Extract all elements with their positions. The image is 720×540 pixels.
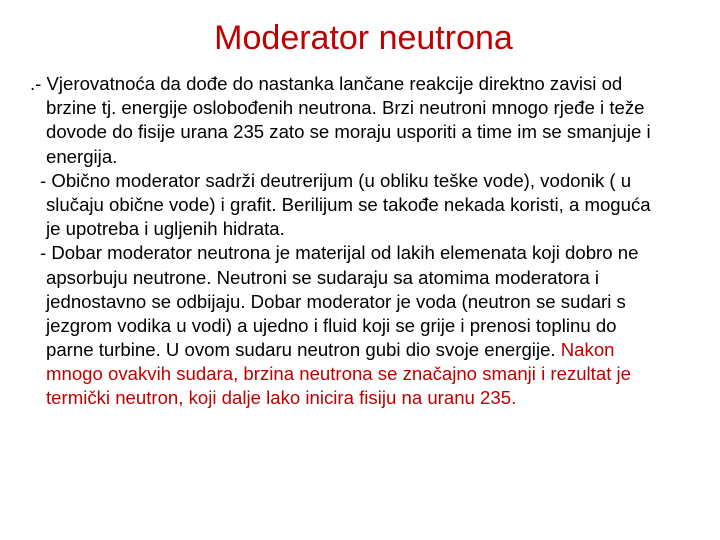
paragraph-3-line-5 xyxy=(26,338,716,362)
highlight-text-line-2: mnogo ovakvih sudara, brzina neutrona se značajno smanji i rezultat je xyxy=(46,363,631,385)
paragraph-1-line-2: brzine tj. energije oslobođenih neutrona. Brzi neutroni mnogo rjeđe i teže xyxy=(46,97,645,119)
highlight-text-start: Nakon xyxy=(560,339,615,361)
slide-title: Moderator neutrona xyxy=(214,19,513,57)
paragraph-2-line-1: - Obično moderator sadrži deutrerijum (u obliku teške vode), vodonik ( u xyxy=(40,169,632,191)
paragraph-3-line-5-black: parne turbine. U ovom sudaru neutron gubi dio svoje energije. xyxy=(46,339,561,361)
paragraph-3-line-3: jednostavno se odbijaju. Dobar moderator je voda (neutron se sudari s xyxy=(46,290,626,312)
paragraph-3-line-1: - Dobar moderator neutrona je materijal od lakih elemenata koji dobro ne xyxy=(40,242,639,264)
highlight-text-line-3: termički neutron, koji dalje lako inicira fisiju na uranu 235. xyxy=(46,387,517,409)
paragraph-1-line-3: dovode do fisije urana 235 zato se moraju usporiti a time im se smanjuje i xyxy=(46,121,651,143)
paragraph-3-line-4: jezgrom vodika u vodi) a ujedno i fluid koji se grije i prenosi toplinu do xyxy=(46,314,617,336)
paragraph-2-line-3: je upotreba i ugljenih hidrata. xyxy=(46,218,285,240)
paragraph-1-line-1: .- Vjerovatnoća da dođe do nastanka lančane reakcije direktno zavisi od xyxy=(30,73,623,94)
paragraph-3-line-2: apsorbuju neutrone. Neutroni se sudaraju sa atomima moderatora i xyxy=(46,266,599,288)
paragraph-1-line-4: energija. xyxy=(46,145,118,167)
body-text xyxy=(26,72,716,411)
paragraph-2-line-2: slučaju obične vode) i grafit. Berilijum se takođe nekada koristi, a moguća xyxy=(46,193,651,215)
